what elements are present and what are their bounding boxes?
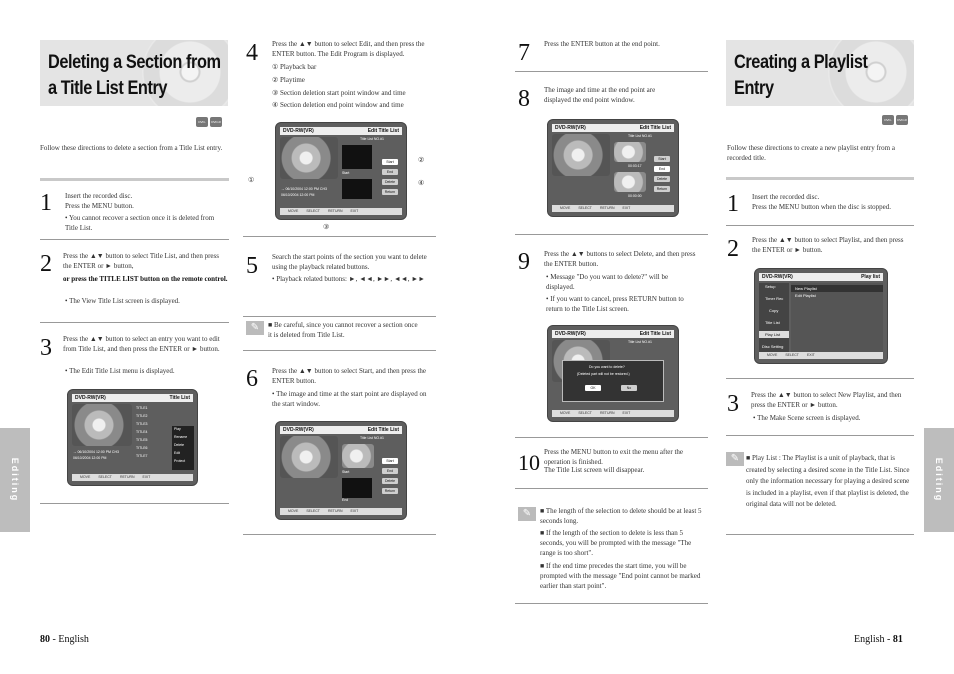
dvd-r-icon: DVD-R xyxy=(896,115,908,125)
title-list-no: Title List NO.#1 xyxy=(360,436,384,440)
side-menu-item-setup[interactable]: Setup xyxy=(765,284,776,289)
date-line: → 06/10/2004 12:00 PM CH3 xyxy=(281,187,327,191)
menu-item-protect[interactable]: Protect xyxy=(174,459,186,463)
step-number: 3 xyxy=(40,335,52,361)
start-label: Start xyxy=(342,470,350,474)
end-button[interactable]: End xyxy=(382,468,398,474)
step-text: Press the ▲▼ buttons to select Delete, and then press the ENTER button. xyxy=(544,250,696,268)
step-number: 5 xyxy=(246,253,258,279)
side-menu-item-play-list[interactable]: Play List xyxy=(759,331,789,338)
title-row[interactable]: TITLE5 xyxy=(136,438,148,442)
title-row[interactable]: TITLE6 xyxy=(136,446,148,450)
step-text: Press the ▲▼ button to select New Playlist, and then press the ENTER or ► button. xyxy=(751,391,902,409)
screen-mode: DVD-RW(VR) xyxy=(555,331,586,337)
section-title: Creating a Playlist Entry xyxy=(734,52,868,99)
screen-header xyxy=(280,127,402,135)
step-bullet: • The View Title List screen is displayed. xyxy=(65,297,180,305)
side-menu-item-copy[interactable]: Copy xyxy=(769,308,779,313)
step-number: 1 xyxy=(40,190,52,216)
divider xyxy=(515,437,708,438)
step-text: Press the MENU button when the disc is stopped. xyxy=(752,203,892,211)
thumbnail xyxy=(280,137,338,179)
return-button[interactable]: Return xyxy=(382,189,398,195)
step-bullet: • You cannot recover a section once it is deleted from Title List. xyxy=(65,214,215,232)
page-lang: English - xyxy=(854,634,893,645)
dvd-r-icon: DVD-R xyxy=(210,117,222,127)
note-icon: ✎ xyxy=(246,321,264,335)
divider xyxy=(243,316,436,317)
edit-title-screen-3 xyxy=(547,119,679,217)
step-number: 2 xyxy=(727,236,739,262)
note-text: ■ The length of the selection to delete should be at least 5 seconds long. xyxy=(540,507,702,525)
edit-title-screen-2 xyxy=(275,421,407,520)
screen-mode: DVD-RW(VR) xyxy=(762,274,793,280)
delete-button[interactable]: Delete xyxy=(654,176,670,182)
step-text: Insert the recorded disc. xyxy=(752,193,820,201)
start-window xyxy=(342,145,372,169)
legend-item: ③ Section deletion start point window and time xyxy=(272,89,406,97)
step-text: Insert the recorded disc. xyxy=(65,192,133,200)
new-playlist-item[interactable]: New Playlist xyxy=(791,285,883,292)
screen-footer xyxy=(759,352,883,359)
footer-item: SELECT xyxy=(306,509,320,513)
menu-item-rename[interactable]: Rename xyxy=(174,435,188,439)
screen-title: Play list xyxy=(861,274,880,280)
section-title-box xyxy=(40,40,228,106)
divider xyxy=(243,350,436,351)
screen-mode: DVD-RW(VR) xyxy=(283,427,314,433)
footer-item: MOVE xyxy=(767,353,778,357)
side-menu-item-disc-setting[interactable]: Disc Setting xyxy=(762,344,784,349)
end-button[interactable]: End xyxy=(382,169,398,175)
menu-item-play[interactable]: Play xyxy=(174,427,181,431)
step-bullet: • Message "Do you want to delete?" will be displayed. xyxy=(546,273,669,291)
section-title: Deleting a Section from a Title List Entry xyxy=(48,52,221,99)
start-label: Start xyxy=(342,171,350,175)
legend-item: ② Playtime xyxy=(272,76,305,84)
legend-item: ④ Section deletion end point window and time xyxy=(272,101,404,109)
screen-footer xyxy=(72,474,193,481)
start-window-image xyxy=(342,444,374,468)
step-bullet: • Playback related buttons: ►, ◄◄, ►►, ◄◄, ►► xyxy=(272,275,426,283)
no-button[interactable]: No xyxy=(621,385,637,391)
title-row[interactable]: TITLE7 xyxy=(136,454,148,458)
screen-footer xyxy=(552,410,674,417)
step-number: 1 xyxy=(727,191,739,217)
title-row[interactable]: TITLE1 xyxy=(136,406,148,410)
side-tab-label: Editing xyxy=(10,457,20,503)
confirm-question: Do you want to delete? xyxy=(589,365,625,369)
footer-item: MOVE xyxy=(560,411,571,415)
dvd-rw-icon: DVD-RW xyxy=(196,117,208,127)
divider xyxy=(243,534,436,535)
step-text: The image and time at the end point are displayed the end point window. xyxy=(544,86,656,104)
note-text: ■ If the length of the section to delete is less than 5 seconds, you will be prompted with the message "The range is too short". xyxy=(540,529,692,557)
step-text: Press the ▲▼ button to select Playlist, and then press the ENTER or ► button. xyxy=(752,236,904,254)
divider xyxy=(40,239,229,240)
footer-item: RETURN xyxy=(119,475,135,479)
screen-mode: DVD-RW(VR) xyxy=(283,128,314,134)
start-button[interactable]: Start xyxy=(654,156,670,162)
screen-footer xyxy=(552,205,674,212)
title-list-no: Title List NO.#1 xyxy=(628,340,652,344)
thumbnail xyxy=(72,404,132,446)
footer-item: EXIT xyxy=(622,411,631,415)
page-number: 80 xyxy=(40,634,50,645)
side-tab-label: Editing xyxy=(934,457,944,503)
callout-4: ④ xyxy=(418,179,425,187)
divider xyxy=(515,603,708,604)
footer-item: EXIT xyxy=(350,209,359,213)
end-button[interactable]: End xyxy=(654,166,670,172)
delete-button[interactable]: Delete xyxy=(382,179,398,185)
play-list-screen xyxy=(754,268,888,364)
page-lang: - English xyxy=(50,634,89,645)
dvd-rw-icon: DVD-RW xyxy=(882,115,894,125)
screen-header xyxy=(759,273,883,281)
confirm-dialog xyxy=(562,360,664,402)
footer-item: MOVE xyxy=(288,209,299,213)
note-icon: ✎ xyxy=(518,507,536,521)
end-time: 00:00:00 xyxy=(628,194,642,198)
title-menu xyxy=(172,426,194,470)
step-text: Press the MENU button to exit the menu after the operation is finished. xyxy=(544,448,683,466)
note-icon: ✎ xyxy=(726,452,744,466)
title-list-no: Title List NO.#1 xyxy=(628,134,652,138)
footer-item: SELECT xyxy=(578,411,592,415)
footer-item: MOVE xyxy=(288,509,299,513)
footer-item: SELECT xyxy=(98,475,112,479)
section-title-box xyxy=(726,40,914,106)
screen-title: Edit Title List xyxy=(367,427,399,433)
step-number: 10 xyxy=(518,450,540,475)
screen-title: Title List xyxy=(169,395,190,401)
divider xyxy=(243,236,436,237)
divider xyxy=(40,503,229,504)
divider xyxy=(40,322,229,323)
footer-item: SELECT xyxy=(785,353,799,357)
divider xyxy=(726,378,914,379)
step-text: Press the ▲▼ button to select Edit, and then press the ENTER button. The Edit Program is displayed. xyxy=(272,40,425,58)
title-rows xyxy=(136,406,170,472)
note-text: ■ If the end time precedes the start time, you will be prompted with the message "End point cannot be marked earlier than start point". xyxy=(540,562,701,590)
step-text: The Title List screen will disappear. xyxy=(544,466,645,474)
end-window xyxy=(342,179,372,199)
side-menu xyxy=(759,283,789,353)
divider xyxy=(40,178,229,181)
callout-2: ② xyxy=(418,156,425,164)
date-line: 06/10/2004 12:00 PM xyxy=(73,456,107,460)
ok-button[interactable]: OK xyxy=(585,385,601,391)
thumbnail xyxy=(280,436,338,478)
end-label: End xyxy=(342,498,349,502)
step-text: Press the MENU button. xyxy=(65,202,134,210)
screen-title: Edit Title List xyxy=(639,331,671,337)
side-tab-editing xyxy=(0,428,30,532)
return-button[interactable]: Return xyxy=(382,488,398,494)
step-number: 6 xyxy=(246,366,258,392)
screen-header xyxy=(280,426,402,434)
edit-title-screen-1 xyxy=(275,122,407,220)
note-text: ■ Play List : The Playlist is a unit of playback, that is created by selecting a desired scene in the Title List. Since only the information necessary for playing a desired scene is included in a playlist, even if that playlist is deleted, the original data will not be deleted. xyxy=(746,454,910,508)
menu-item-delete[interactable]: Delete xyxy=(174,443,185,447)
divider xyxy=(726,177,914,180)
side-menu-item-timer-rec[interactable]: Timer Rec xyxy=(765,296,784,301)
step-text: Search the start points of the section you want to delete using the playback related buttons. xyxy=(272,253,427,271)
end-window-image xyxy=(614,172,646,192)
return-button[interactable]: Return xyxy=(654,186,670,192)
footer-item: RETURN xyxy=(599,206,615,210)
step-bullet: • The image and time at the start point are displayed on the start window. xyxy=(272,390,427,408)
callout-1: ① xyxy=(248,176,255,184)
divider xyxy=(515,488,708,489)
side-tab-editing xyxy=(924,428,954,532)
title-row[interactable]: TITLE4 xyxy=(136,430,148,434)
divider xyxy=(515,234,708,235)
step-text-bold xyxy=(63,274,228,284)
delete-confirm-screen xyxy=(547,325,679,422)
footer-item: MOVE xyxy=(80,475,91,479)
end-window xyxy=(342,478,372,498)
page-footer-left xyxy=(40,634,89,645)
footer-item: EXIT xyxy=(142,475,151,479)
page-number: 81 xyxy=(892,634,903,645)
screen-mode: DVD-RW(VR) xyxy=(555,125,586,131)
thumbnail xyxy=(552,134,610,176)
footer-item: MOVE xyxy=(560,206,571,210)
footer-item: RETURN xyxy=(599,411,615,415)
step-number: 4 xyxy=(246,40,258,66)
step-number: 7 xyxy=(518,40,530,66)
start-button[interactable]: Start xyxy=(382,458,398,464)
date-line: → 06/10/2004 12:00 PM CH3 xyxy=(73,450,119,454)
footer-item: SELECT xyxy=(578,206,592,210)
intro-text: Follow these directions to delete a section from a Title List entry. xyxy=(40,144,223,152)
screen-footer xyxy=(280,208,402,215)
step-text: Press the ▲▼ button to select an entry you want to edit from Title List, and then press the ENTER or ► button. xyxy=(63,335,220,353)
screen-footer xyxy=(280,508,402,515)
disc-type-icons xyxy=(196,117,222,134)
title-list-screen xyxy=(67,389,198,486)
intro-text: Follow these directions to create a new playlist entry from a recorded title. xyxy=(727,144,895,162)
divider xyxy=(726,225,914,226)
screen-header xyxy=(552,330,674,338)
screen-header xyxy=(72,394,193,402)
step-text: Press the ▲▼ button to select Title List, and then press the ENTER or ► button, xyxy=(63,252,219,270)
date-line: 06/10/2004 12:00 PM xyxy=(281,193,315,197)
divider xyxy=(515,71,708,72)
title-list-no: Title List NO.#1 xyxy=(360,137,384,141)
playlist-options xyxy=(791,283,883,353)
footer-item: EXIT xyxy=(622,206,631,210)
legend-item: ① Playback bar xyxy=(272,63,317,71)
footer-item: EXIT xyxy=(806,353,815,357)
confirm-subtext: (Deleted part will not be restored.) xyxy=(577,372,630,376)
callout-3: ③ xyxy=(323,223,330,231)
screen-title: Edit Title List xyxy=(639,125,671,131)
start-window-image xyxy=(614,142,646,162)
note-text: ■ Be careful, since you cannot recover a section once it is deleted from Title List. xyxy=(268,321,418,339)
menu-item-edit[interactable]: Edit xyxy=(174,451,181,455)
footer-item: SELECT xyxy=(306,209,320,213)
step-bullet: • The Make Scene screen is displayed. xyxy=(753,414,861,422)
delete-button[interactable]: Delete xyxy=(382,478,398,484)
step-number: 8 xyxy=(518,86,530,112)
screen-title: Edit Title List xyxy=(367,128,399,134)
footer-item: RETURN xyxy=(327,209,343,213)
start-button[interactable]: Start xyxy=(382,159,398,165)
footer-item: EXIT xyxy=(350,509,359,513)
step-number: 9 xyxy=(518,249,530,275)
start-time: 00:03:17 xyxy=(628,164,642,168)
step-number: 2 xyxy=(40,251,52,277)
title-row[interactable]: TITLE2 xyxy=(136,414,148,418)
divider xyxy=(726,435,914,436)
screen-mode: DVD-RW(VR) xyxy=(75,395,106,401)
step-text: Press the ▲▼ button to select Start, and then press the ENTER button. xyxy=(272,367,427,385)
step-text: Press the ENTER button at the end point. xyxy=(544,40,660,48)
bold-text: or press the TITLE LIST button on the remote control. xyxy=(63,275,228,283)
page-footer-right xyxy=(854,634,903,645)
step-number: 3 xyxy=(727,391,739,417)
title-row[interactable]: TITLE3 xyxy=(136,422,148,426)
step-bullet: • The Edit Title List menu is displayed. xyxy=(65,367,175,375)
step-bullet: • If you want to cancel, press RETURN button to return to the Title List screen. xyxy=(546,295,684,313)
screen-header xyxy=(552,124,674,132)
divider xyxy=(726,534,914,535)
edit-playlist-item[interactable]: Edit Playlist xyxy=(795,293,816,298)
side-menu-item-title-list[interactable]: Title List xyxy=(765,320,780,325)
disc-type-icons xyxy=(882,115,908,132)
footer-item: RETURN xyxy=(327,509,343,513)
